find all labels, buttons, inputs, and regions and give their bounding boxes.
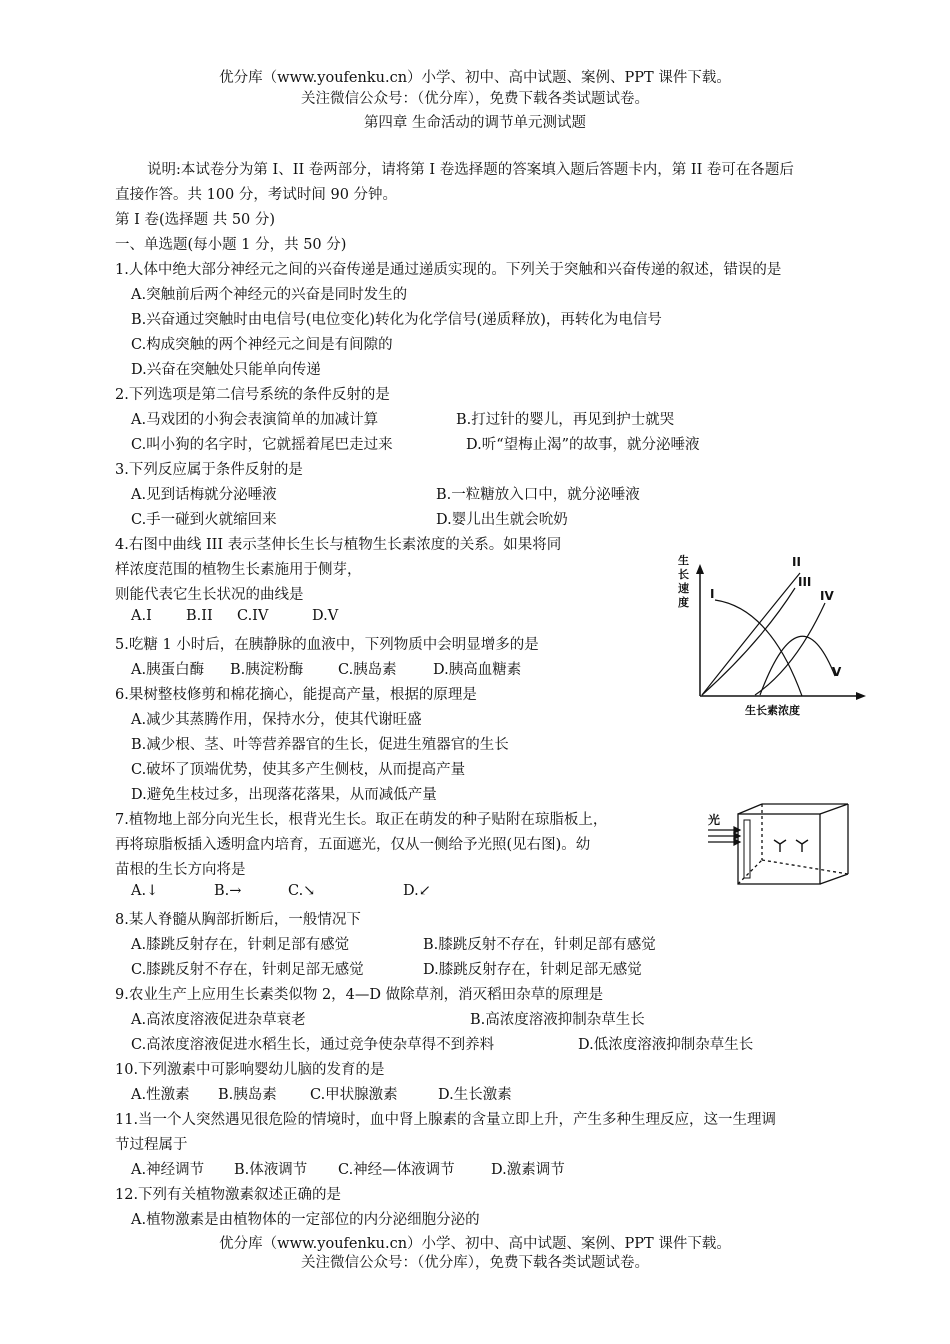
q9-option-d: D.低浓度溶液抑制杂草生长 <box>578 1037 754 1053</box>
q6-option-b: B.减少根、茎、叶等营养器官的生长，促进生殖器官的生长 <box>131 737 509 753</box>
q9-option-b: B.高浓度溶液抑制杂草生长 <box>470 1012 645 1028</box>
q5-option-d: D.胰高血糖素 <box>433 662 522 678</box>
ylabel-char: 长 <box>678 568 689 581</box>
curve-I <box>715 600 802 696</box>
intro-line-2: 直接作答。共 100 分，考试时间 90 分钟。 <box>115 187 398 203</box>
q4-option-a: A.I <box>131 608 152 624</box>
q5-stem: 5.吃糖 1 小时后，在胰静脉的血液中，下列物质中会明显增多的是 <box>115 637 539 653</box>
q7-option-a: A.↓ <box>131 883 159 899</box>
q2-option-c: C.叫小狗的名字时，它就摇着尾巴走过来 <box>131 437 393 453</box>
q10-option-d: D.生长激素 <box>438 1087 512 1103</box>
q10-option-c: C.甲状腺激素 <box>310 1087 398 1103</box>
ylabel-char: 速 <box>678 582 689 595</box>
q8-option-b: B.膝跳反射不存在，针刺足部有感觉 <box>423 937 656 953</box>
q6-option-d: D.避免生枝过多，出现落花落果，从而减低产量 <box>131 787 437 803</box>
curve-V <box>760 636 835 695</box>
q1-option-d: D.兴奋在突触处只能单向传递 <box>131 362 321 378</box>
q4-option-c: C.IV <box>237 608 269 624</box>
q7-option-c: C.↘ <box>288 883 316 899</box>
x-axis-arrow <box>856 692 866 700</box>
q7-stem-line-2: 再将琼脂板插入透明盒内培育，五面遮光，仅从一侧给予光照(见右图)。幼 <box>115 837 591 853</box>
q8-stem: 8.某人脊髓从胸部折断后，一般情况下 <box>115 912 361 928</box>
light-label: 光 <box>708 813 721 827</box>
chart-ylabel <box>678 553 689 609</box>
header-line-1: 优分库（www.youfenku.cn）小学、初中、高中试题、案例、PPT 课件下载。 <box>219 70 731 86</box>
auxin-curve-figure <box>660 548 880 720</box>
q7-option-b: B.→ <box>214 883 242 899</box>
q5-option-a: A.胰蛋白酶 <box>131 662 205 678</box>
part-heading: 第 I 卷(选择题 共 50 分) <box>115 212 276 228</box>
light-box-figure <box>700 800 860 890</box>
transparent-box <box>738 804 848 884</box>
q2-option-b: B.打过针的婴儿，再见到护士就哭 <box>456 412 675 428</box>
curve-label: IV <box>820 589 834 603</box>
q9-option-a: A.高浓度溶液促进杂草衰老 <box>131 1012 306 1028</box>
q4-option-d: D.V <box>312 608 339 624</box>
curve-label: III <box>798 575 812 589</box>
q4-stem-line-3: 则能代表它生长状况的曲线是 <box>115 587 304 603</box>
q10-option-a: A.性激素 <box>131 1087 190 1103</box>
y-axis-arrow <box>696 564 704 574</box>
section-heading: 一、单选题(每小题 1 分，共 50 分) <box>115 237 347 253</box>
q5-option-c: C.胰岛素 <box>338 662 397 678</box>
q11-stem-line-1: 11.当一个人突然遇见很危险的情境时，血中肾上腺素的含量立即上升，产生多种生理反应，这一生理调 <box>115 1112 777 1128</box>
footer-line-2: 关注微信公众号：（优分库），免费下载各类试题试卷。 <box>301 1255 649 1271</box>
q3-option-a: A.见到话梅就分泌唾液 <box>131 487 277 503</box>
chart-xlabel: 生长素浓度 <box>745 704 800 717</box>
q1-option-a: A.突触前后两个神经元的兴奋是同时发生的 <box>131 287 408 303</box>
q4-option-b: B.II <box>186 608 213 624</box>
seedlings <box>774 840 808 852</box>
q1-option-b: B.兴奋通过突触时由电信号(电位变化)转化为化学信号(递质释放)，再转化为电信号 <box>131 312 662 328</box>
q6-option-a: A.减少其蒸腾作用，保持水分，使其代谢旺盛 <box>131 712 422 728</box>
q8-option-a: A.膝跳反射存在，针刺足部有感觉 <box>131 937 350 953</box>
q7-stem-line-1: 7.植物地上部分向光生长，根背光生长。取正在萌发的种子贴附在琼脂板上， <box>115 812 608 828</box>
q1-stem: 1.人体中绝大部分神经元之间的兴奋传递是通过递质实现的。下列关于突触和兴奋传递的叙述，错误的是 <box>115 262 782 278</box>
intro-line-1: 说明:本试卷分为第 I、II 卷两部分，请将第 I 卷选择题的答案填入题后答题卡内，第 II 卷可在各题后 <box>147 162 794 178</box>
q10-option-b: B.胰岛素 <box>218 1087 277 1103</box>
q5-option-b: B.胰淀粉酶 <box>230 662 304 678</box>
header-line-2: 关注微信公众号：（优分库），免费下载各类试题试卷。 <box>301 91 649 107</box>
q7-stem-line-3: 苗根的生长方向将是 <box>115 862 246 878</box>
curve-II <box>702 573 800 695</box>
ylabel-char: 生 <box>678 554 689 567</box>
q11-option-b: B.体液调节 <box>234 1162 308 1178</box>
q6-option-c: C.破坏了顶端优势，使其多产生侧枝，从而提高产量 <box>131 762 466 778</box>
q4-stem-line-1: 4.右图中曲线 III 表示茎伸长生长与植物生长素浓度的关系。如果将同 <box>115 537 562 553</box>
q11-option-d: D.激素调节 <box>491 1162 565 1178</box>
curve-label: V <box>832 665 842 679</box>
light-rays <box>708 827 740 845</box>
q10-stem: 10.下列激素中可影响婴幼儿脑的发育的是 <box>115 1062 385 1078</box>
q11-stem-line-2: 节过程属于 <box>115 1137 188 1153</box>
q3-stem: 3.下列反应属于条件反射的是 <box>115 462 303 478</box>
page-title: 第四章 生命活动的调节单元测试题 <box>363 115 587 131</box>
q8-option-c: C.膝跳反射不存在，针刺足部无感觉 <box>131 962 364 978</box>
q3-option-d: D.婴儿出生就会吮奶 <box>436 512 568 528</box>
q1-option-c: C.构成突触的两个神经元之间是有间隙的 <box>131 337 393 353</box>
q2-option-a: A.马戏团的小狗会表演简单的加减计算 <box>131 412 379 428</box>
footer-line-1: 优分库（www.youfenku.cn）小学、初中、高中试题、案例、PPT 课件下载。 <box>219 1236 731 1252</box>
q9-stem: 9.农业生产上应用生长素类似物 2，4—D 做除草剂，消灭稻田杂草的原理是 <box>115 987 604 1003</box>
q3-option-b: B.一粒糖放入口中，就分泌唾液 <box>436 487 640 503</box>
q2-stem: 2.下列选项是第二信号系统的条件反射的是 <box>115 387 390 403</box>
q7-option-d: D.↙ <box>403 883 431 899</box>
q4-stem-line-2: 样浓度范围的植物生长素施用于侧芽， <box>115 562 362 578</box>
curve-label: I <box>710 587 715 601</box>
q8-option-d: D.膝跳反射存在，针刺足部无感觉 <box>423 962 642 978</box>
q2-option-d: D.听“望梅止渴”的故事，就分泌唾液 <box>466 437 700 453</box>
q3-option-c: C.手一碰到火就缩回来 <box>131 512 277 528</box>
curve-label: II <box>792 555 801 569</box>
q12-stem: 12.下列有关植物激素叙述正确的是 <box>115 1187 342 1203</box>
q12-option-a: A.植物激素是由植物体的一定部位的内分泌细胞分泌的 <box>131 1212 480 1228</box>
curve-III <box>702 588 795 695</box>
ylabel-char: 度 <box>678 596 689 609</box>
q11-option-a: A.神经调节 <box>131 1162 205 1178</box>
q11-option-c: C.神经—体液调节 <box>338 1162 455 1178</box>
q9-option-c: C.高浓度溶液促进水稻生长，通过竞争使杂草得不到养料 <box>131 1037 495 1053</box>
q6-stem: 6.果树整枝修剪和棉花摘心，能提高产量，根据的原理是 <box>115 687 477 703</box>
